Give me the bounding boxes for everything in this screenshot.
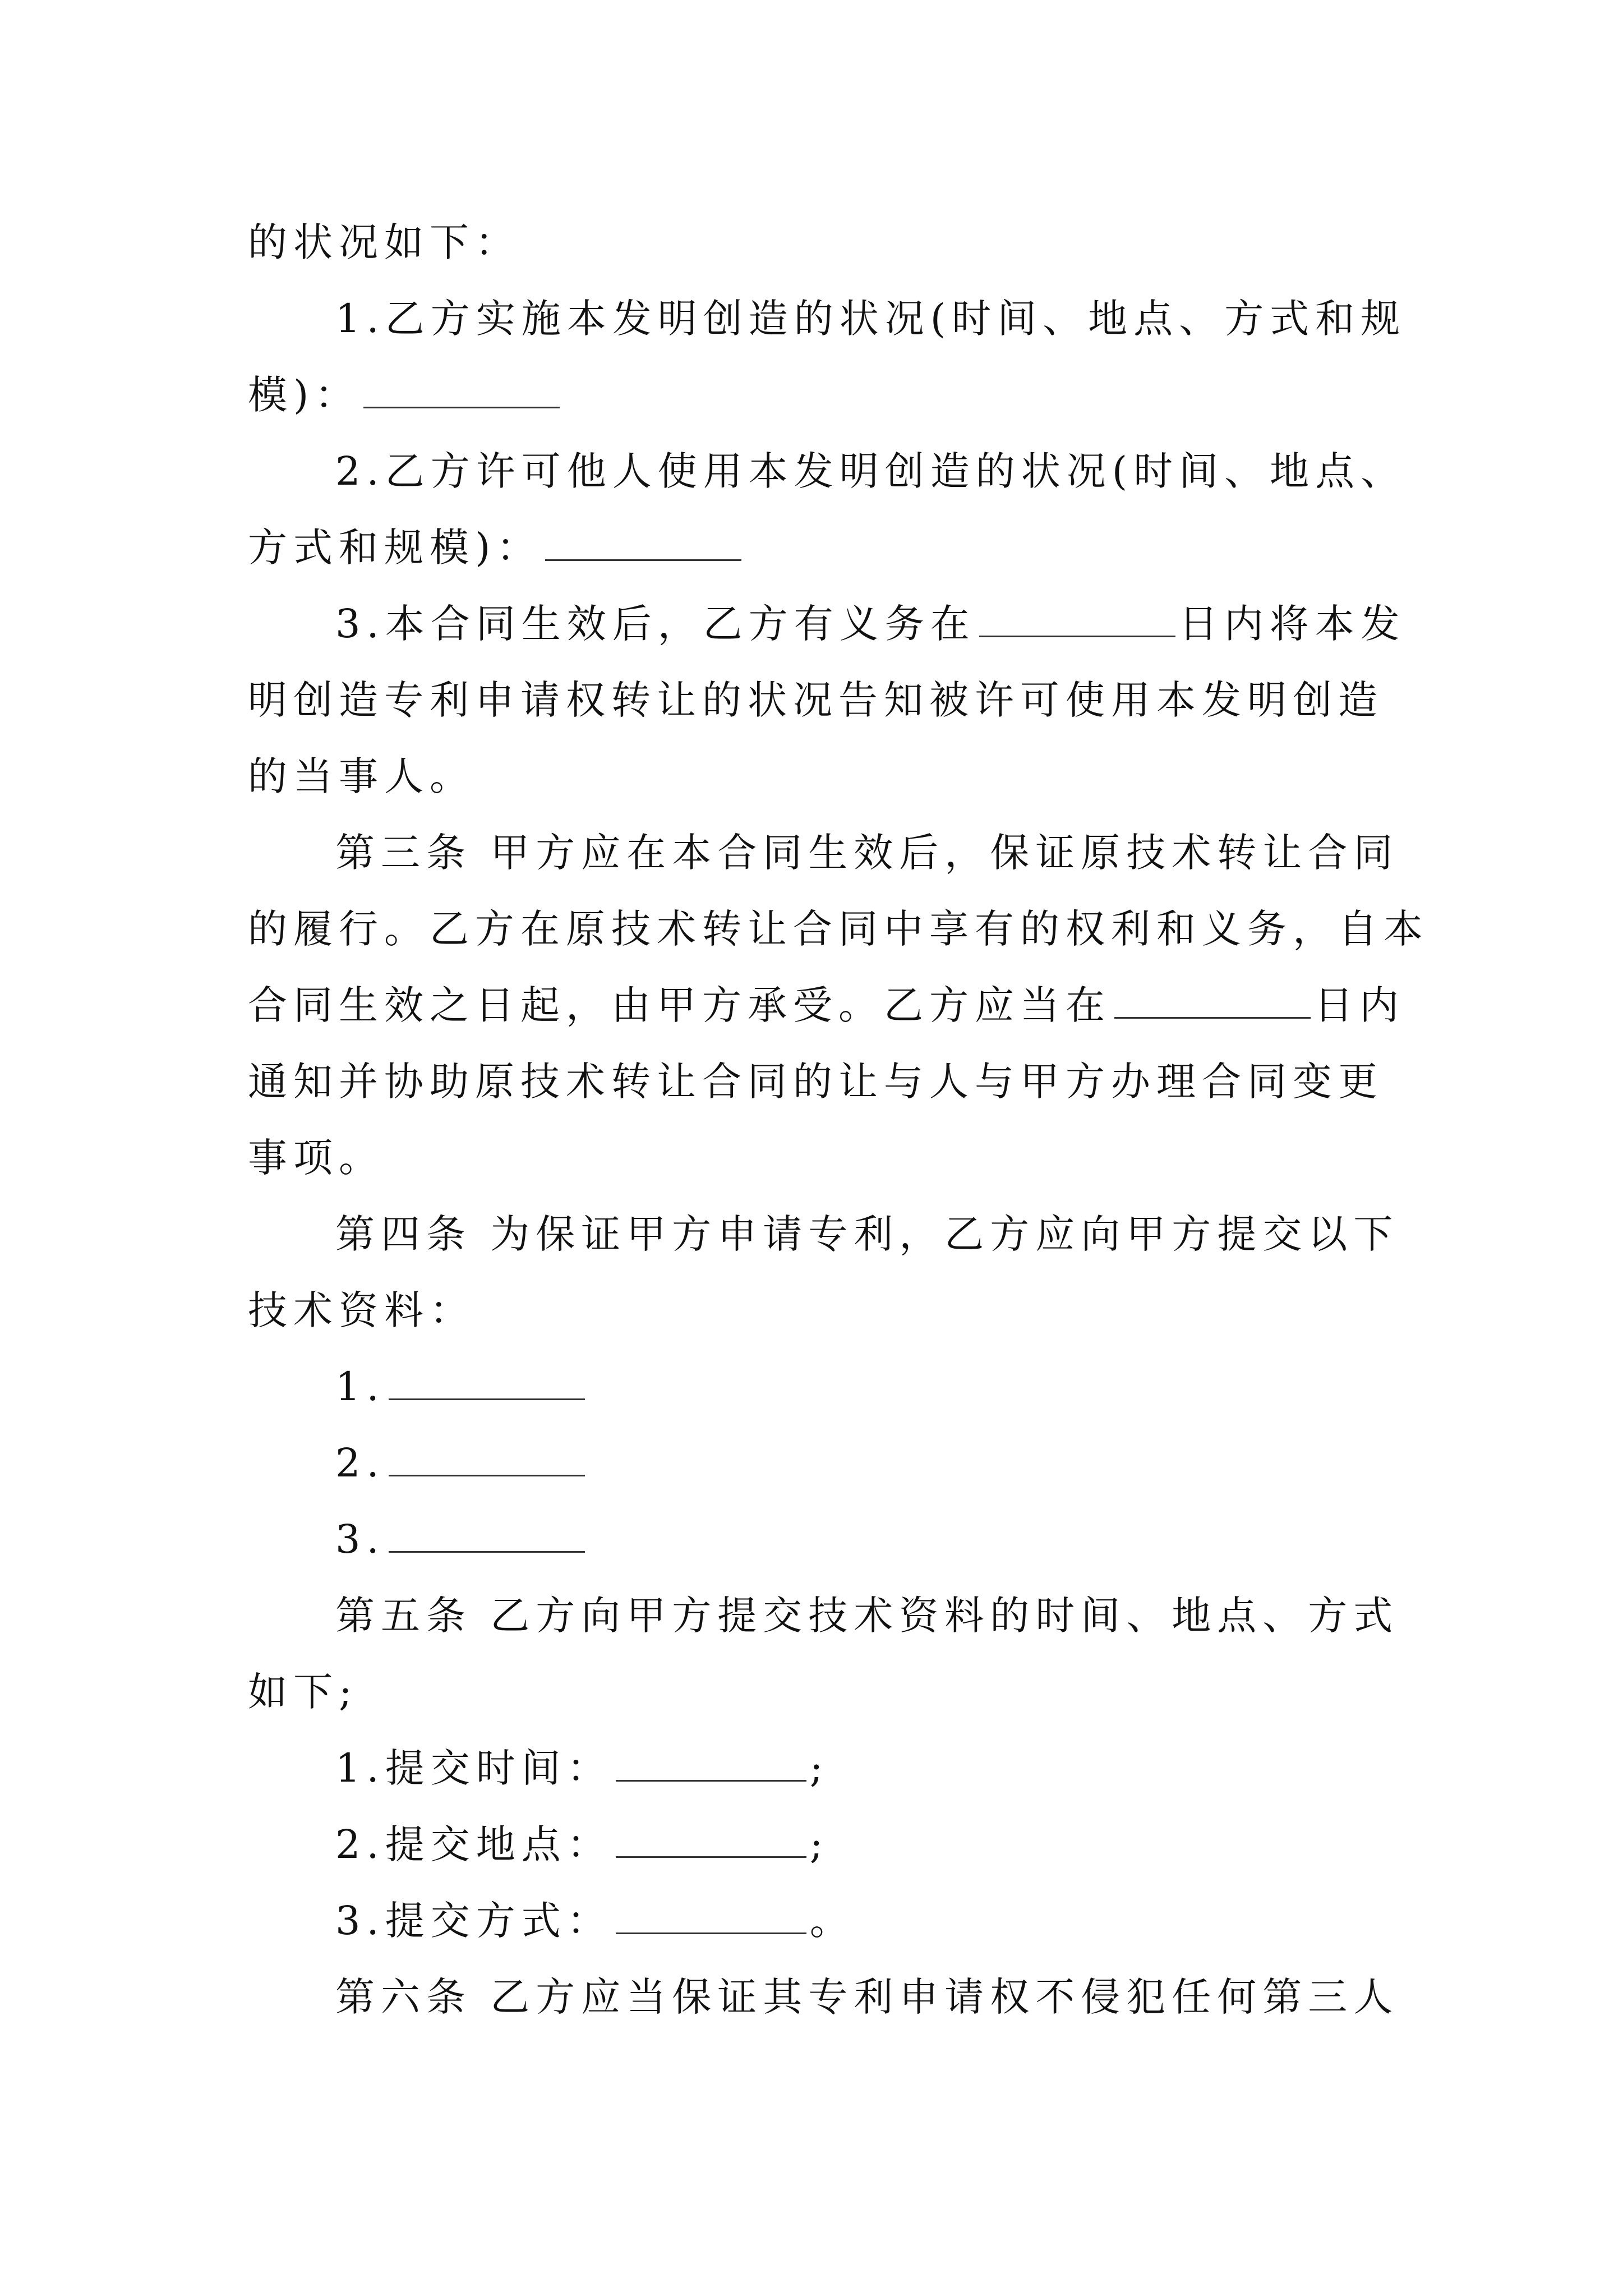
text-segment: 3.本合同生效后，乙方有义务在 [335, 601, 976, 647]
text-segment: 日内 [1314, 982, 1405, 1028]
text-segment: ; [809, 1745, 829, 1791]
text-segment: 日内将本发 [1178, 601, 1406, 647]
fill-in-blank[interactable] [363, 375, 560, 408]
paragraph-line [248, 509, 1381, 586]
paragraph-line [248, 1272, 1381, 1349]
paragraph-line [248, 204, 1381, 280]
text-segment: 的履行。乙方在原技术转让合同中享有的权利和义务，自本 [248, 906, 1429, 952]
list-item [335, 1883, 1381, 1959]
paragraph-line [248, 891, 1429, 967]
text-segment: 1. [335, 1364, 385, 1410]
text-segment: 技术资料： [248, 1287, 475, 1333]
text-segment: 3.提交方式： [335, 1898, 612, 1944]
fill-in-blank[interactable] [979, 604, 1175, 637]
text-segment: 如下; [248, 1669, 358, 1715]
paragraph-line [335, 433, 1407, 509]
fill-in-blank[interactable] [616, 1749, 806, 1782]
fill-in-blank[interactable] [616, 1901, 806, 1934]
text-segment: 2. [335, 1440, 385, 1486]
text-segment: 明创造专利申请权转让的状况告知被许可使用本发明创造 [248, 677, 1384, 723]
fill-in-blank[interactable] [545, 528, 741, 561]
text-segment: 第三条 甲方应在本合同生效后，保证原技术转让合同 [335, 830, 1399, 876]
fill-in-blank[interactable] [389, 1520, 585, 1553]
text-segment: 3. [335, 1516, 385, 1562]
text-segment: 第四条 为保证甲方申请专利，乙方应向甲方提交以下 [335, 1211, 1399, 1257]
text-segment: ; [809, 1821, 829, 1867]
list-item [335, 1349, 1381, 1425]
fill-in-blank[interactable] [389, 1443, 585, 1476]
paragraph-line [335, 1196, 1399, 1272]
text-segment: 第五条 乙方向甲方提交技术资料的时间、地点、方式 [335, 1593, 1399, 1639]
list-item [335, 1425, 1381, 1501]
text-segment: 2.提交地点： [335, 1821, 612, 1867]
paragraph-line [335, 1577, 1399, 1654]
text-segment: 事项。 [248, 1135, 384, 1181]
text-segment: 的状况如下： [248, 219, 520, 265]
paragraph-line [335, 280, 1407, 357]
paragraph-line [248, 1654, 1381, 1730]
fill-in-blank[interactable] [389, 1367, 585, 1400]
list-item [335, 1730, 1381, 1806]
paragraph-line [248, 1120, 1381, 1196]
text-segment: 1.提交时间： [335, 1745, 612, 1791]
text-segment: 方式和规模)： [248, 524, 542, 570]
list-item [335, 1806, 1381, 1883]
text-segment: 2.乙方许可他人使用本发明创造的状况(时间、地点、 [335, 448, 1407, 494]
paragraph-line [335, 1959, 1399, 2035]
text-segment: 通知并协助原技术转让合同的让与人与甲方办理合同变更 [248, 1059, 1384, 1105]
fill-in-blank[interactable] [616, 1825, 806, 1858]
fill-in-blank[interactable] [1114, 986, 1311, 1019]
text-segment: 的当事人。 [248, 753, 475, 799]
text-segment: 合同生效之日起，由甲方承受。乙方应当在 [248, 982, 1111, 1028]
paragraph-line [248, 967, 1405, 1043]
text-segment: 模)： [248, 372, 361, 418]
text-segment: 。 [809, 1898, 855, 1944]
paragraph-line [335, 586, 1406, 662]
paragraph-line [248, 357, 1381, 433]
paragraph-line [248, 662, 1384, 738]
list-item [335, 1501, 1381, 1577]
paragraph-line [248, 1043, 1384, 1120]
text-segment: 1.乙方实施本发明创造的状况(时间、地点、方式和规 [335, 296, 1407, 342]
paragraph-line [335, 815, 1399, 891]
paragraph-line [248, 738, 1381, 815]
text-segment: 第六条 乙方应当保证其专利申请权不侵犯任何第三人 [335, 1974, 1399, 2020]
